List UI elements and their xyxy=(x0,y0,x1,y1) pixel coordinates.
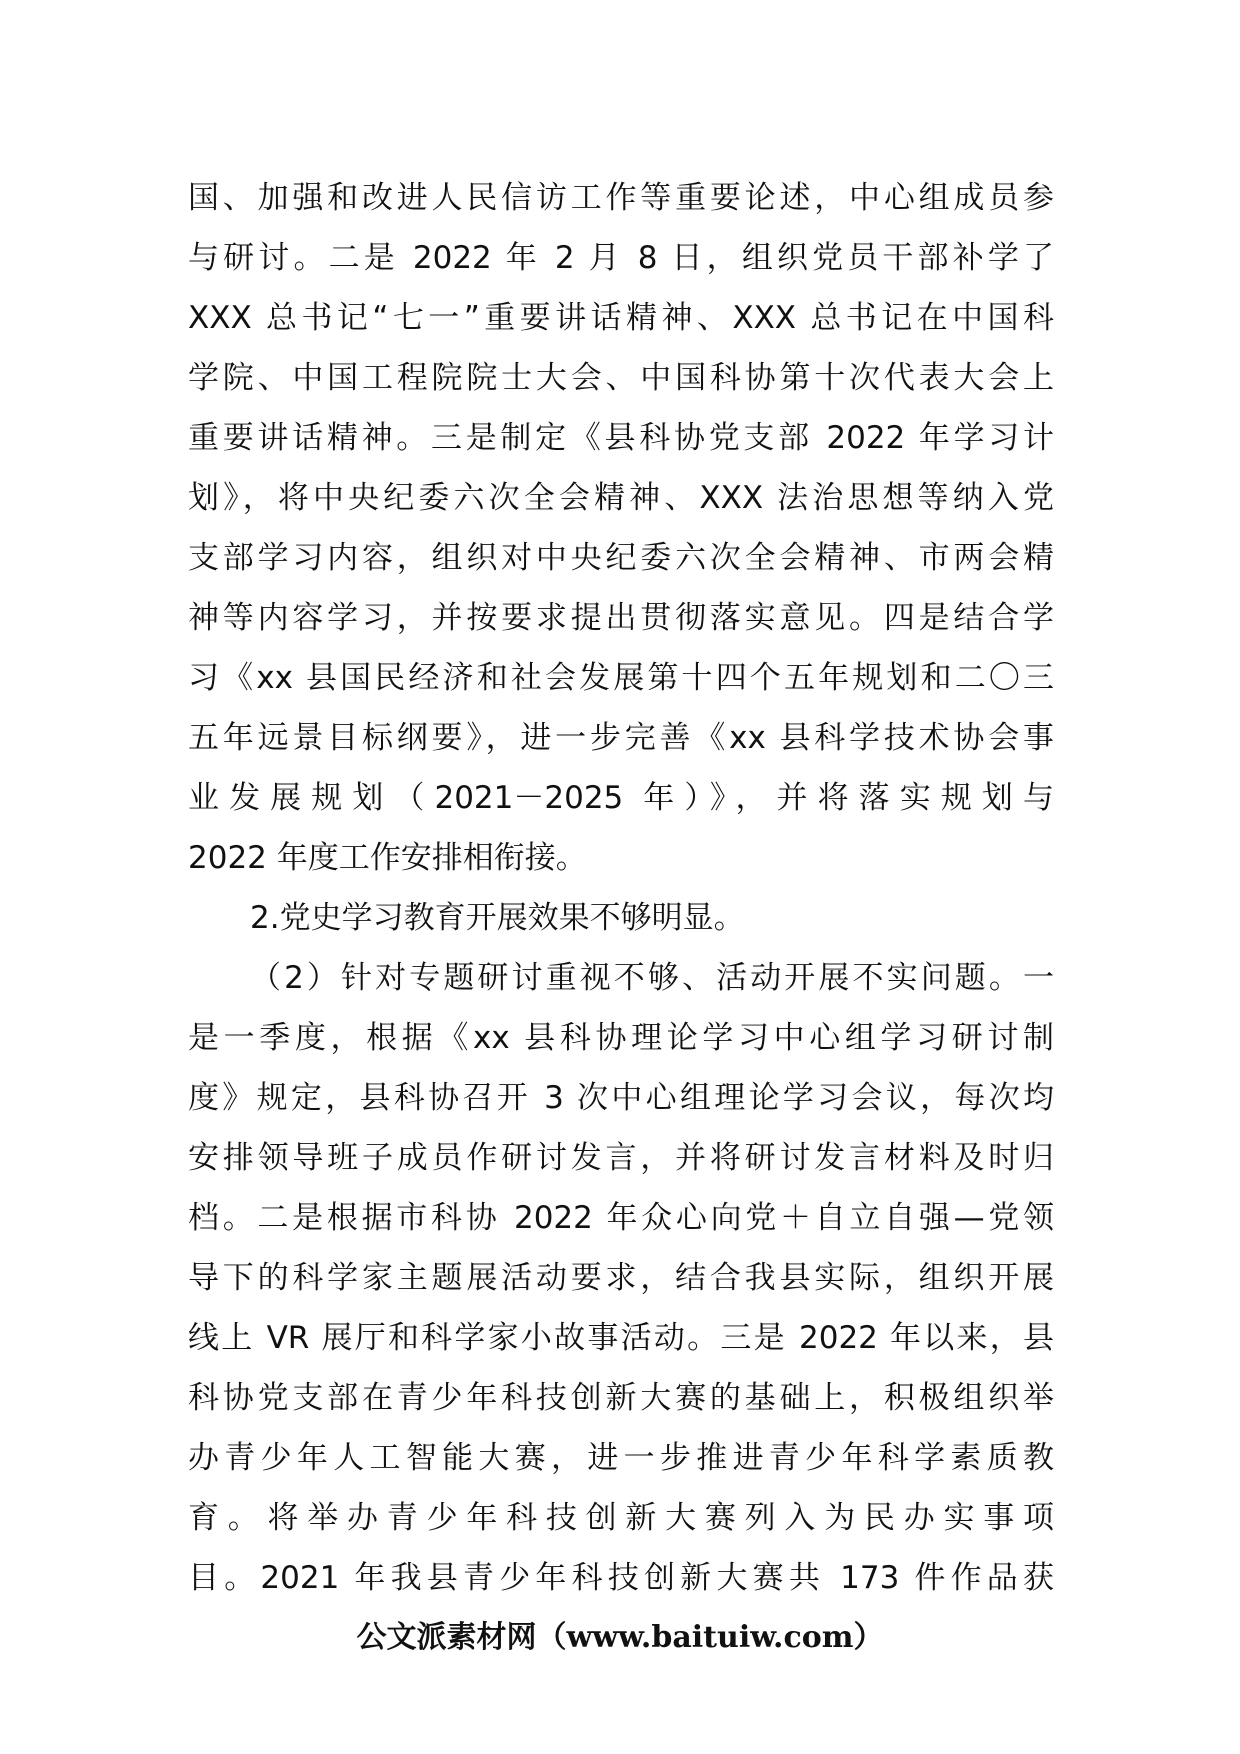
text-line: 导下的科学家主题展活动要求，结合我县实际，组织开展 xyxy=(188,1260,1054,1296)
text-line: 2022 年度工作安排相衔接。 xyxy=(188,840,587,876)
text-line: 习《xx 县国民经济和社会发展第十四个五年规划和二〇三 xyxy=(188,660,1054,696)
text-line: 档。二是根据市科协 2022 年众心向党＋自立自强—党领 xyxy=(188,1200,1054,1236)
section-heading: 2.党史学习教育开展效果不够明显。 xyxy=(250,900,745,936)
text-line: 与研讨。二是 2022 年 2 月 8 日，组织党员干部补学了 xyxy=(188,240,1054,276)
text-line: 划》，将中央纪委六次全会精神、XXX 法治思想等纳入党 xyxy=(188,480,1054,516)
text-line: 学院、中国工程院院士大会、中国科协第十次代表大会上 xyxy=(188,360,1054,396)
text-line: 度》规定，县科协召开 3 次中心组理论学习会议，每次均 xyxy=(188,1080,1054,1116)
text-line: 安排领导班子成员作研讨发言，并将研讨发言材料及时归 xyxy=(188,1140,1054,1176)
text-line: 线上 VR 展厅和科学家小故事活动。三是 2022 年以来，县 xyxy=(188,1320,1054,1356)
text-line: 办青少年人工智能大赛，进一步推进青少年科学素质教 xyxy=(188,1440,1054,1476)
text-line: 国、加强和改进人民信访工作等重要论述，中心组成员参 xyxy=(188,180,1054,216)
text-line: 五年远景目标纲要》，进一步完善《xx 县科学技术协会事 xyxy=(188,720,1054,756)
text-line: XXX 总书记“七一”重要讲话精神、XXX 总书记在中国科 xyxy=(188,300,1054,336)
text-line: 是一季度，根据《xx 县科协理论学习中心组学习研讨制 xyxy=(188,1020,1054,1056)
text-line: 业发展规划（2021－2025 年）》，并将落实规划与 xyxy=(188,780,1054,816)
text-line: 重要讲话精神。三是制定《县科协党支部 2022 年学习计 xyxy=(188,420,1054,456)
text-line: 支部学习内容，组织对中央纪委六次全会精神、市两会精 xyxy=(188,540,1054,576)
text-line: （2）针对专题研讨重视不够、活动开展不实问题。一 xyxy=(250,960,1054,996)
text-line: 目。2021 年我县青少年科技创新大赛共 173 件作品获 xyxy=(188,1560,1054,1596)
text-line: 育。将举办青少年科技创新大赛列入为民办实事项 xyxy=(188,1500,1054,1536)
document-body xyxy=(188,168,1054,1608)
footer-watermark: 公文派素材网（www.baituiw.com） xyxy=(356,1620,884,1655)
text-line: 神等内容学习，并按要求提出贯彻落实意见。四是结合学 xyxy=(188,600,1054,636)
text-line: 科协党支部在青少年科技创新大赛的基础上，积极组织举 xyxy=(188,1380,1054,1416)
